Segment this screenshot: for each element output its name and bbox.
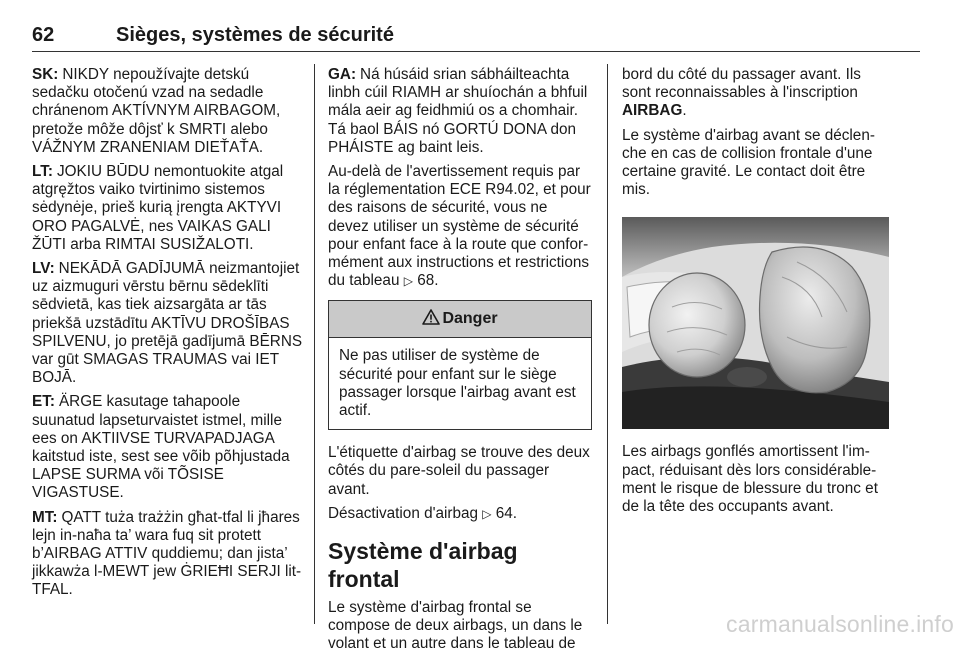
warning-triangle-icon	[422, 309, 440, 325]
label-paragraph: L'étiquette d'airbag se trouve des deux côtés du pare-soleil du passager avant.	[328, 444, 590, 498]
danger-box	[328, 300, 592, 430]
watermark: carmanualsonline.info	[726, 611, 954, 637]
warning-lt: LT: JOKIU BŪDU nemontuokite atgal atgręžtos vaiko tvirtinimo sistemos sėdynėje, prieš kurią įrengta AKTYVI ORO PAGALVĖ, nes VAIKAS GALI ŽŪTI arba RIMTAI SUSIŽALOTI.	[32, 163, 284, 253]
danger-text: Ne pas utiliser de système de sécurité pour enfant sur le siège passager lorsque l'airbag avant est actif.	[339, 347, 576, 420]
warning-ga: GA: Ná húsáid srian sábháilteachta linbh cúil RIAMH ar shuíochán a bhfuil mála aeir ag feidhmiú os a chomhair. Tá baol BÁIS nó GORTÚ DONA don PHÁISTE ag baint leis.	[328, 66, 588, 156]
page-title: Sièges, systèmes de sécurité	[116, 24, 394, 46]
inflated-airbags-illustration	[622, 217, 889, 429]
warning-mt: MT: QATT tuża trażżin għat-tfal li jħares lejn in-naħa ta’ wara fuq sit protett b’AIRBAG ATTIV quddiemu; dan jista’ jikkawża l-MEWT jew ĠRIEĦI SERJI lit-TFAL.	[32, 508, 302, 599]
column-middle	[328, 66, 592, 660]
intro-paragraph: Au-delà de l'avertissement requis par la réglementation ECE R94.02, et pour des raisons de sécurité, vous ne devez utiliser un système de sécurité pour enfant face à la route que conformément aux instructions et restrictions du tableau ▷ 68.	[328, 163, 591, 290]
column-divider-1	[314, 64, 315, 624]
arrow-right-icon: ▷	[482, 506, 492, 521]
header-divider	[32, 51, 920, 52]
continuation-paragraph: bord du côté du passager avant. Ils sont reconnaissables à l'inscription AIRBAG.	[622, 66, 861, 120]
airbag-photo	[622, 217, 889, 429]
arrow-right-icon: ▷	[403, 274, 413, 289]
airbag-inscription: AIRBAG	[622, 102, 683, 120]
deactivation-link[interactable]: 64.	[495, 504, 518, 522]
column-left	[32, 66, 304, 606]
danger-header	[329, 301, 591, 338]
warning-et: ET: ÄRGE kasutage tahapoole suunatud lapseturvaistet istmel, mille ees on AKTIIVSE TURVAPADJAGA kaitstud iste, sest see võib põhjustada LAPSE SURMA või TÕSISE VIGASTUSE.	[32, 393, 290, 502]
warning-sk: SK: NIKDY nepoužívajte detskú sedačku otočenú vzad na sedadle chránenom AKTÍVNYM AIRBAGOM, pretože môže dôjsť k SMRTI alebo VÁŽNYM ZRANENIAM DIEŤAŤA.	[32, 66, 281, 156]
section-paragraph: Le système d'airbag frontal se compose de deux airbags, un dans le volant et un autre dans le tableau de	[328, 599, 583, 653]
column-right	[622, 66, 890, 522]
deploy-paragraph: Le système d'airbag avant se déclenche en cas de collision frontale d'une certaine gravité. Le contact doit être mis.	[622, 126, 875, 199]
table-link[interactable]: 68.	[417, 272, 439, 290]
figure-caption: Les airbags gonflés amortissent l'impact, réduisant dès lors considérablement le risque de blessure du tronc et de la tête des occupants avant.	[622, 443, 878, 516]
danger-title: Danger	[442, 310, 498, 328]
page-number: 62	[32, 24, 55, 46]
section-heading: Système d'airbag frontal	[328, 538, 518, 593]
column-divider-2	[607, 64, 608, 624]
deactivation-paragraph: Désactivation d'airbag ▷ 64.	[328, 504, 518, 522]
warning-lv: LV: NEKĀDĀ GADĪJUMĀ neizmantojiet uz aizmuguri vērstu bērnu sēdeklīti sēdvietā, kas tiek aizsargāta ar tās priekšā uzstādītu AKTĪVU DROŠĪBAS SPILVENU, jo pretējā gadījumā BĒRNS var gūt SMAGAS TRAUMAS vai IET BOJĀ.	[32, 260, 303, 387]
